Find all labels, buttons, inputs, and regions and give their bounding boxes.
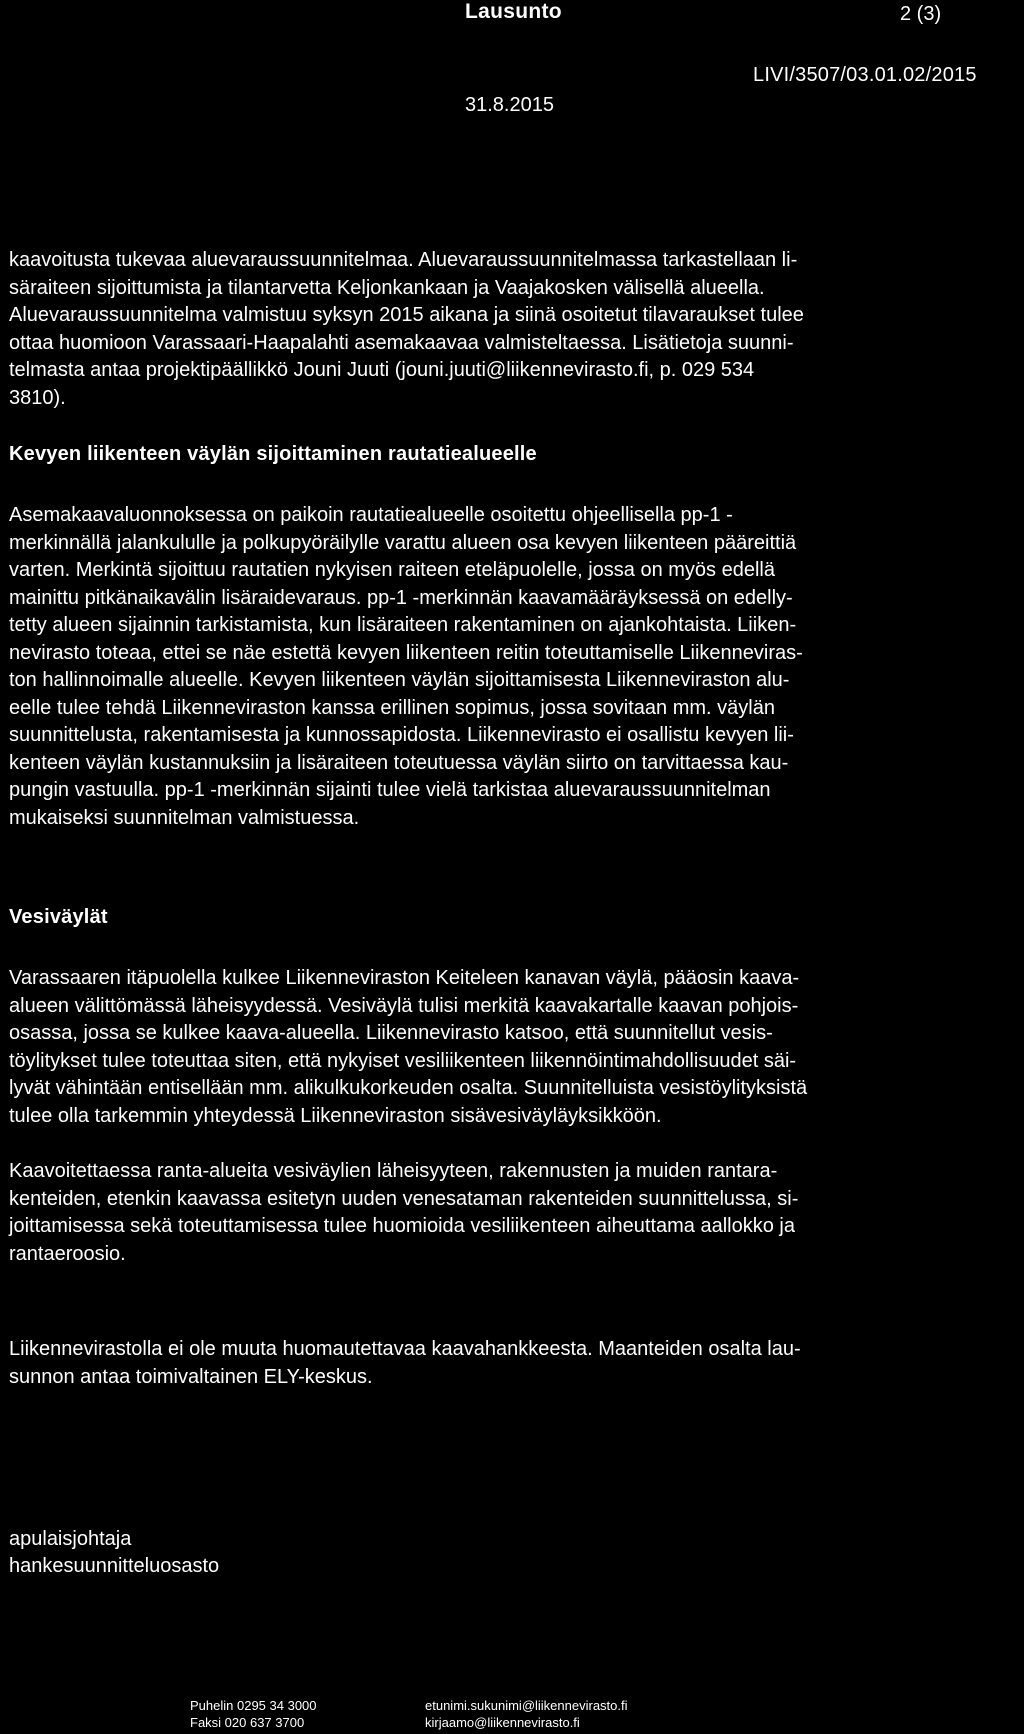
signature-department: hankesuunnitteluosasto: [9, 1555, 220, 1577]
text-line: Liikennevirastolla ei ole muuta huomautettavaa kaavahankkeesta. Maanteiden osalta lau-: [9, 1338, 801, 1360]
paragraph-closing: [9, 1336, 1013, 1391]
text-line: Asemakaavaluonnoksessa on paikoin rautatiealueelle osoitettu ohjeellisella pp-1 -: [9, 504, 733, 526]
document-type: Lausunto: [465, 0, 562, 23]
footer-email: etunimi.sukunimi@liikennevirasto.fi: [425, 1698, 628, 1713]
paragraph-plan-intro: [9, 247, 1013, 412]
paragraph-waterways: [9, 965, 1013, 1130]
text-line: nevirasto toteaa, ettei se näe estettä kevyen liikenteen reitin toteuttamiselle Liikenneviras-: [9, 641, 803, 664]
reference-number: LIVI/3507/03.01.02/2015: [753, 64, 977, 86]
paragraph-shoreline: [9, 1158, 1013, 1268]
text-line: säraiteen sijoittumista ja tilantarvetta Keljonkankaan ja Vaajakosken välisellä alueella.: [9, 276, 765, 299]
text-line: varten. Merkintä sijoittuu rautatien nykyisen raiteen eteläpuolelle, jossa on myös edellä: [9, 559, 775, 581]
text-line: kenteiden, etenkin kaavassa esitetyn uuden venesataman rakenteiden suunnittelussa, si-: [9, 1187, 799, 1210]
text-line: töylitykset tulee toteuttaa siten, että nykyiset vesiliikenteen liikennöintimahdollisuudet säi-: [9, 1049, 797, 1072]
footer-registry-email: kirjaamo@liikennevirasto.fi: [425, 1715, 580, 1730]
text-line: rantaeroosio.: [9, 1242, 126, 1265]
text-line: suunnittelusta, rakentamisesta ja kunnossapidosta. Liikennevirasto ei osallistu kevyen lii-: [9, 724, 794, 746]
text-line: telmasta antaa projektipäällikkö Jouni Juuti (jouni.juuti@liikennevirasto.fi, p. 029 534: [9, 359, 755, 381]
text-line: mukaiseksi suunnitelman valmistuessa.: [9, 806, 360, 829]
section-heading-light-traffic: Kevyen liikenteen väylän sijoittaminen rautatiealueelle: [9, 443, 537, 465]
section-heading-waterways: Vesiväylät: [9, 906, 108, 928]
footer-fax: Faksi 020 637 3700: [190, 1715, 305, 1730]
text-line: Aluevaraussuunnitelma valmistuu syksyn 2015 aikana ja siinä osoitetut tilavaraukset tulee: [9, 304, 804, 326]
text-line: kenteen väylän kustannuksiin ja lisäraiteen toteutuessa väylän siirto on tarvittaessa kau-: [9, 751, 789, 774]
text-line: eelle tulee tehdä Liikenneviraston kanssa erillinen sopimus, jossa sovitaan mm. väylän: [9, 696, 775, 719]
footer-phone: Puhelin 0295 34 3000: [190, 1698, 317, 1713]
text-line: joittamisessa sekä toteuttamisessa tulee huomioida vesiliikenteen aiheuttama aallokko ja: [9, 1215, 795, 1237]
text-line: mainittu pitkänaikavälin lisäraidevaraus. pp-1 -merkinnän kaavamääräyksessä on edelly-: [9, 586, 793, 609]
text-line: ton hallinnoimalle alueelle. Kevyen liikenteen väylän sijoittamisesta Liikenneviraston alu-: [9, 669, 790, 691]
signature-title: apulaisjohtaja: [9, 1528, 132, 1550]
text-line: 3810).: [9, 386, 66, 409]
text-line: tetty alueen sijainnin tarkistamista, kun lisäraiteen rakentaminen on ajankohtaista. Liiken-: [9, 614, 797, 636]
text-line: merkinnällä jalankululle ja polkupyöräilylle varattu alueen osa kevyen liikenteen pääreittiä: [9, 531, 797, 554]
paragraph-light-traffic: [9, 502, 1013, 832]
text-line: pungin vastuulla. pp-1 -merkinnän sijainti tulee vielä tarkistaa aluevaraussuunnitelman: [9, 779, 771, 801]
page-number: 2 (3): [900, 3, 942, 25]
text-line: lyvät vähintään entisellään mm. alikulkukorkeuden osalta. Suunnitelluista vesistöylityksistä: [9, 1077, 808, 1099]
text-line: sunnon antaa toimivaltainen ELY-keskus.: [9, 1365, 373, 1388]
text-line: Varassaaren itäpuolella kulkee Liikenneviraston Keiteleen kanavan väylä, pääosin kaava-: [9, 967, 800, 989]
text-line: kaavoitusta tukevaa aluevaraussuunnitelmaa. Aluevaraussuunnitelmassa tarkastellaan li-: [9, 249, 798, 271]
text-line: Kaavoitettaessa ranta-alueita vesiväylien läheisyyteen, rakennusten ja muiden rantara-: [9, 1160, 778, 1182]
text-line: ottaa huomioon Varassaari-Haapalahti asemakaavaa valmisteltaessa. Lisätietoja suunni-: [9, 331, 794, 354]
text-line: osassa, jossa se kulkee kaava-alueella. Liikennevirasto katsoo, että suunnitellut vesis-: [9, 1022, 773, 1044]
document-date: 31.8.2015: [465, 94, 554, 116]
text-line: tulee olla tarkemmin yhteydessä Liikenneviraston sisävesiväyläyksikköön.: [9, 1104, 662, 1127]
text-line: alueen välittömässä läheisyydessä. Vesiväylä tulisi merkitä kaavakartalle kaavan pohjois-: [9, 994, 799, 1017]
